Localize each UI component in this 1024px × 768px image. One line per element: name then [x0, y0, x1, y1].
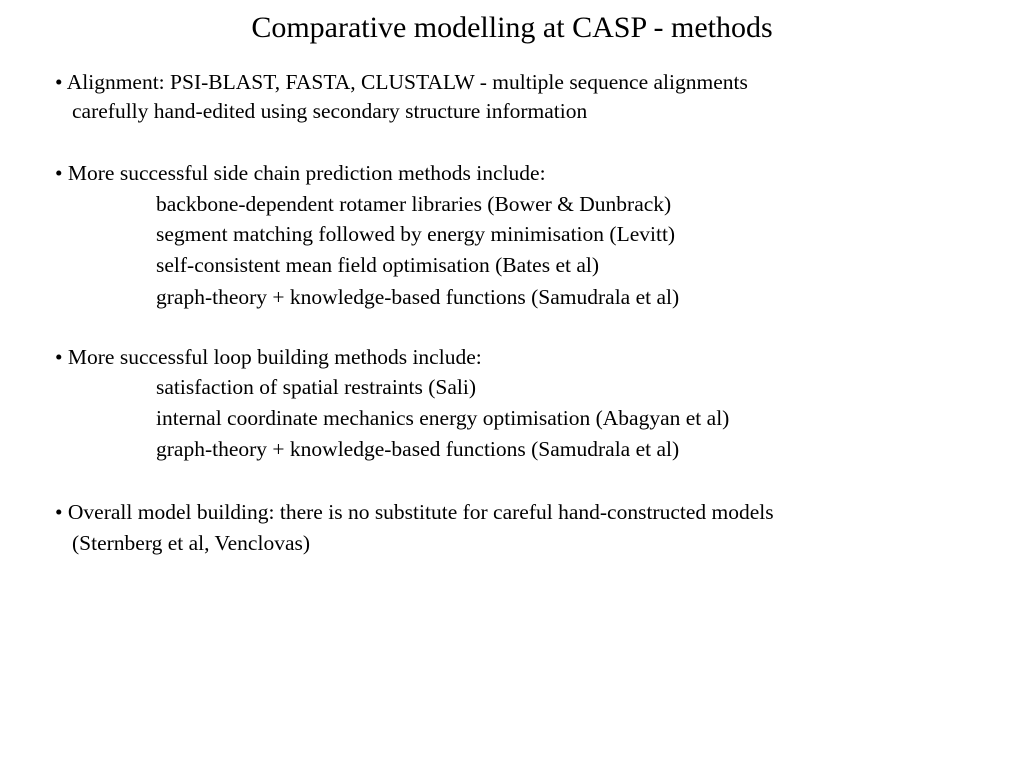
- alignment-bullet-continuation: carefully hand-edited using secondary structure information: [72, 99, 588, 123]
- loop-building-item: satisfaction of spatial restraints (Sali): [156, 375, 477, 399]
- loop-building-heading: • More successful loop building methods include:: [55, 345, 482, 369]
- loop-building-item: internal coordinate mechanics energy optimisation (Abagyan et al): [156, 406, 730, 430]
- side-chain-item: backbone-dependent rotamer libraries (Bower & Dunbrack): [156, 192, 672, 216]
- side-chain-item: self-consistent mean field optimisation (Bates et al): [156, 253, 600, 277]
- overall-model-bullet: • Overall model building: there is no substitute for careful hand-constructed models: [55, 500, 774, 524]
- side-chain-heading: • More successful side chain prediction methods include:: [55, 161, 546, 185]
- loop-building-item: graph-theory + knowledge-based functions (Samudrala et al): [156, 437, 680, 461]
- side-chain-item: graph-theory + knowledge-based functions (Samudrala et al): [156, 285, 680, 309]
- overall-model-bullet-continuation: (Sternberg et al, Venclovas): [72, 531, 311, 555]
- side-chain-item: segment matching followed by energy minimisation (Levitt): [156, 222, 676, 246]
- alignment-bullet: • Alignment: PSI-BLAST, FASTA, CLUSTALW - multiple sequence alignments: [55, 70, 748, 94]
- slide-title: Comparative modelling at CASP - methods: [251, 11, 773, 44]
